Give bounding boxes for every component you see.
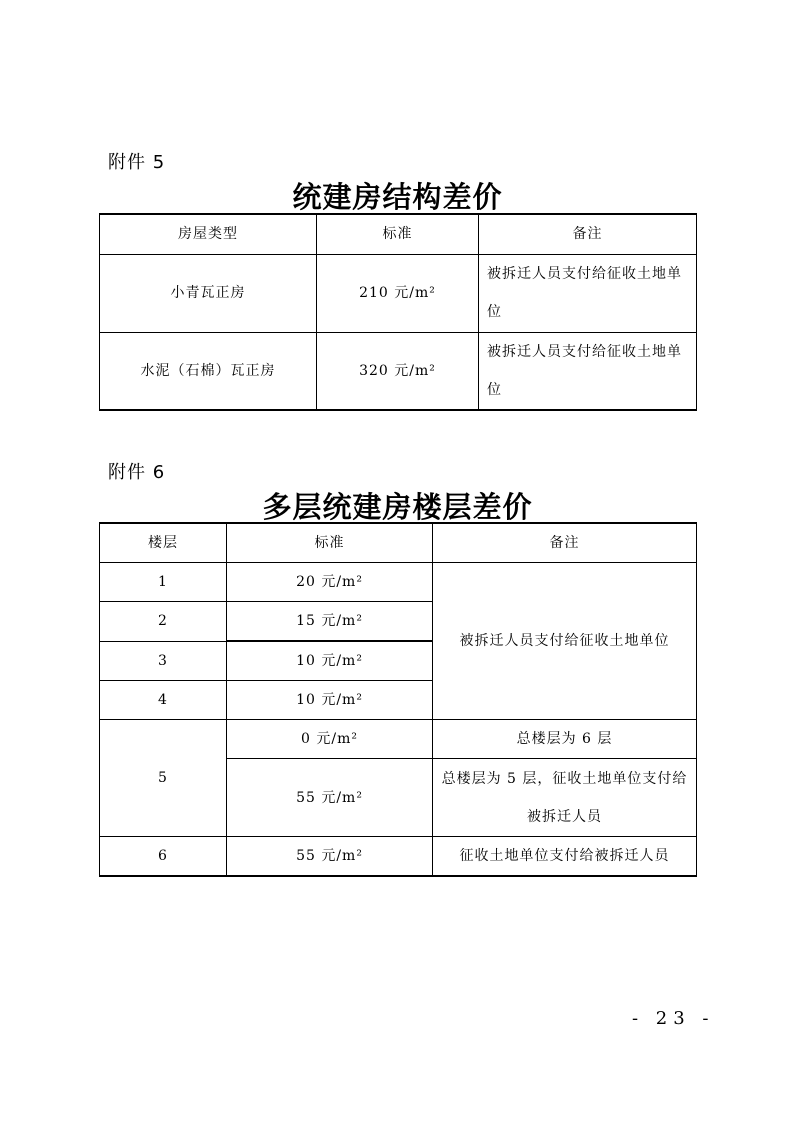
standard-cell: 0 元/m² bbox=[227, 720, 433, 759]
floor-price-table bbox=[99, 522, 697, 877]
page-number: - 23 - bbox=[632, 1008, 715, 1029]
note-cell: 被拆迁人员支付给征收土地单位 bbox=[479, 254, 697, 332]
floor-cell: 6 bbox=[100, 837, 227, 877]
note-cell: 总楼层为 5 层，征收土地单位支付给被拆迁人员 bbox=[433, 759, 697, 837]
table-header: 备注 bbox=[433, 523, 697, 563]
table-header: 房屋类型 bbox=[100, 214, 317, 254]
floor-cell: 2 bbox=[100, 602, 227, 642]
note-cell: 被拆迁人员支付给征收土地单位 bbox=[479, 332, 697, 410]
standard-cell: 10 元/m² bbox=[227, 641, 433, 681]
standard-cell: 320 元/m² bbox=[317, 332, 479, 410]
table-row bbox=[100, 563, 697, 602]
floor-cell: 3 bbox=[100, 641, 227, 681]
note-cell: 被拆迁人员支付给征收土地单位 bbox=[433, 563, 697, 720]
house-type-cell: 水泥（石棉）瓦正房 bbox=[100, 332, 317, 410]
floor-cell: 1 bbox=[100, 563, 227, 602]
table-header: 标准 bbox=[317, 214, 479, 254]
attachment6-label: 附件 6 bbox=[108, 462, 166, 483]
standard-cell: 20 元/m² bbox=[227, 563, 433, 602]
table-row bbox=[100, 332, 697, 410]
standard-cell: 15 元/m² bbox=[227, 602, 433, 642]
structure-price-table bbox=[99, 213, 697, 411]
standard-cell: 55 元/m² bbox=[227, 837, 433, 877]
table-row bbox=[100, 254, 697, 332]
house-type-cell: 小青瓦正房 bbox=[100, 254, 317, 332]
note-cell: 征收土地单位支付给被拆迁人员 bbox=[433, 837, 697, 877]
standard-cell: 10 元/m² bbox=[227, 681, 433, 720]
attachment5-title: 统建房结构差价 bbox=[292, 180, 503, 214]
table-row bbox=[100, 720, 697, 759]
table-header: 标准 bbox=[227, 523, 433, 563]
floor-cell: 5 bbox=[100, 720, 227, 837]
attachment5-label: 附件 5 bbox=[108, 152, 166, 173]
table-row bbox=[100, 837, 697, 877]
standard-cell: 210 元/m² bbox=[317, 254, 479, 332]
note-cell: 总楼层为 6 层 bbox=[433, 720, 697, 759]
floor-cell: 4 bbox=[100, 681, 227, 720]
attachment6-title: 多层统建房楼层差价 bbox=[262, 490, 533, 524]
table-header: 备注 bbox=[479, 214, 697, 254]
standard-cell: 55 元/m² bbox=[227, 759, 433, 837]
table-header: 楼层 bbox=[100, 523, 227, 563]
